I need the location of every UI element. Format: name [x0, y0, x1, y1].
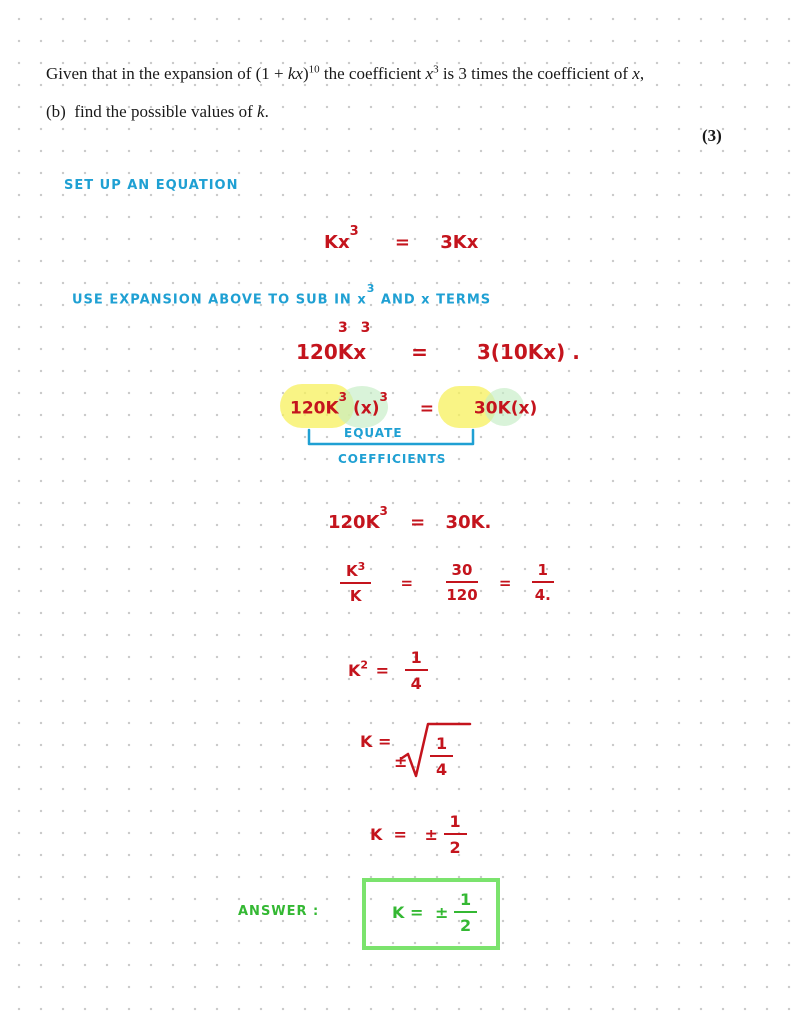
eq7-plus-minus: ± [394, 752, 408, 771]
eq5-mid-numerator: 30 [446, 561, 479, 583]
eq5-equals-1: = [400, 573, 414, 592]
eq5-numerator [340, 560, 371, 584]
eq3-lhs-coefficient: 120K [290, 398, 339, 419]
eq5-rhs-numerator: 1 [532, 561, 554, 583]
equation-5 [340, 560, 557, 605]
eq5-fraction-left [340, 560, 371, 605]
answer-label: ANSWER : [238, 904, 320, 919]
question-text: . [264, 102, 269, 121]
eq6-numerator: 1 [405, 648, 428, 671]
answer-numerator: 1 [454, 890, 477, 913]
equation-1 [324, 224, 479, 253]
eq5-mid-denominator: 120 [446, 586, 478, 604]
eq6-lhs: K [348, 661, 361, 680]
answer-lhs: K = [392, 903, 424, 922]
eq8-fraction [444, 812, 467, 857]
question-text: the coefficient [319, 64, 426, 83]
eq8-plus-minus: ± [424, 825, 438, 844]
heading-set-up-equation: SET UP AN EQUATION [64, 178, 239, 193]
marks-label: (3) [702, 126, 722, 145]
question-k: k [257, 102, 265, 121]
eq5-rhs-denominator: 4. [534, 586, 551, 604]
question-line-1 [46, 64, 644, 84]
eq4-exponent: 3 [379, 504, 388, 518]
eq1-rhs: 3Kx [440, 232, 479, 253]
eq7-numerator: 1 [430, 734, 453, 757]
equation-6 [348, 648, 428, 693]
eq2-lhs: 120Kx [296, 340, 367, 364]
eq1-exponent: 3 [349, 224, 359, 239]
eq8-lhs: K = [370, 825, 407, 844]
eq5-denominator: K [349, 587, 362, 605]
equation-4 [328, 504, 492, 533]
question-text: is 3 times the coefficient of [438, 64, 633, 83]
answer-fraction [454, 890, 477, 935]
eq1-lhs: Kx [324, 232, 350, 253]
answer-denominator: 2 [459, 916, 472, 935]
eq5-equals-2: = [498, 573, 512, 592]
question-exponent: 10 [308, 63, 320, 76]
eq3-rhs-x: (x) [510, 398, 538, 419]
eq2-rhs: 3(10Kx) . [476, 340, 580, 364]
answer-expression [392, 890, 477, 935]
answer-plus-minus: ± [434, 903, 449, 922]
question-text: , [639, 64, 645, 83]
question-text: find the possible values of [74, 102, 258, 121]
eq6-equals: = [375, 661, 390, 680]
eq6-denominator: 4 [410, 674, 422, 693]
eq5-fraction-mid [440, 561, 483, 604]
question-text: ) [302, 64, 309, 83]
question-line-2 [46, 102, 269, 122]
eq3-exponent: 3 [379, 390, 388, 404]
question-x: x [425, 64, 434, 83]
question-kx: kx [287, 64, 303, 83]
bracket-label-equate: EQUATE [344, 426, 403, 440]
eq5-numerator-value: K [346, 562, 358, 580]
eq7-fraction [430, 734, 453, 779]
heading-use-expansion [72, 282, 492, 308]
eq8-numerator: 1 [444, 812, 467, 835]
eq4-equals: = [410, 512, 426, 533]
equation-3 [290, 390, 538, 419]
eq5-fraction-right [529, 561, 557, 604]
question-text: Given that in the expansion of (1 + [46, 64, 288, 83]
eq3-rhs-coefficient: 30K [473, 398, 511, 419]
heading2-text: USE EXPANSION ABOVE TO SUB IN x [72, 292, 367, 308]
part-label: (b) [46, 102, 66, 121]
eq8-denominator: 2 [449, 838, 461, 857]
bracket-label-coefficients: COEFFICIENTS [338, 452, 447, 466]
eq6-exponent: 2 [360, 658, 369, 672]
heading2-exponent: 3 [366, 282, 376, 295]
eq1-equals: = [394, 232, 410, 253]
eq2-exponents: 3 3 [338, 320, 375, 336]
eq4-rhs: 30K. [445, 512, 492, 533]
eq3-exponent: 3 [338, 390, 348, 404]
eq7-lhs: K = [360, 732, 392, 751]
eq6-fraction [405, 648, 428, 693]
equation-8 [370, 812, 467, 857]
question-exponent: 3 [433, 63, 439, 76]
eq4-lhs: 120K [328, 512, 380, 533]
eq7-fraction-inner [430, 734, 453, 779]
eq5-exponent: 3 [357, 560, 366, 573]
eq3-lhs-x: (x) [352, 398, 380, 419]
eq3-equals: = [419, 398, 434, 419]
eq7-denominator: 4 [436, 760, 448, 779]
question-x: x [632, 64, 640, 83]
heading2-text: AND x TERMS [375, 292, 492, 308]
equation-2 [296, 340, 580, 364]
eq2-equals: = [411, 340, 428, 364]
